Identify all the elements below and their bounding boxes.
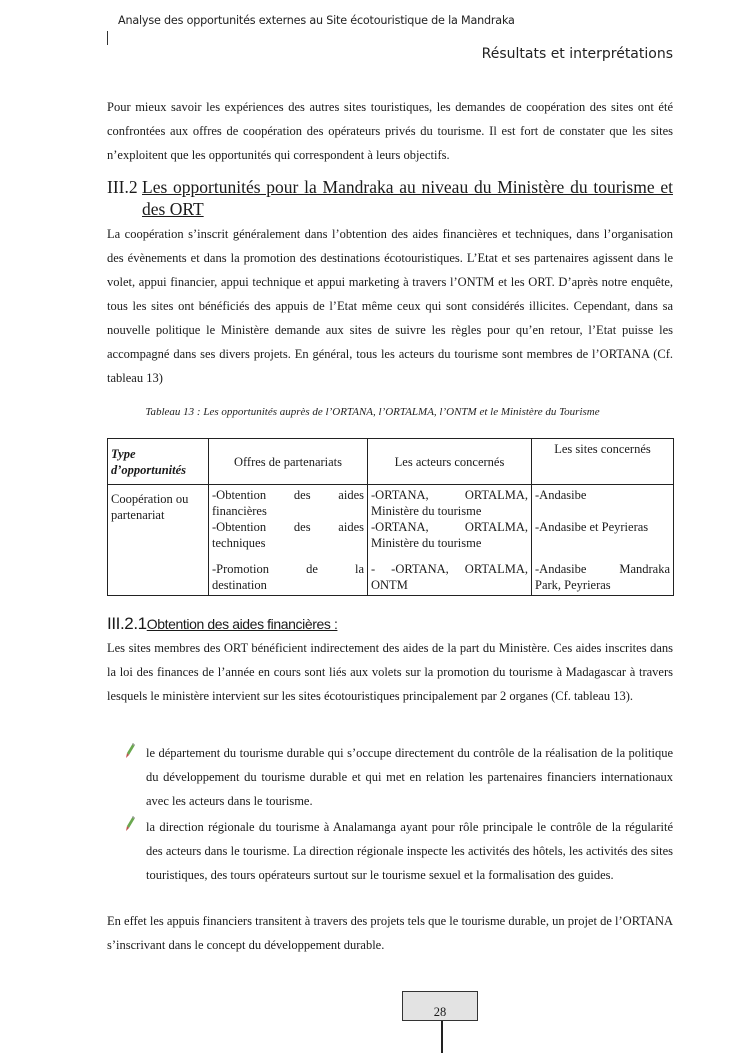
site-3-line-b: Park, Peyrieras [535,578,611,592]
paragraph-3-2-1: Les sites membres des ORT bénéficient indirectement des aides de la part du Ministère. Ces aides inscrites dans la loi des finances de l’année en cours sont liés aux volets sur la promotion du tourisme à Madagascar à travers lesquels le ministère intervient sur les sites écotouristiques principalement par 2 organes (Cf. tableau 13). [107,641,673,703]
section-header: Résultats et interprétations [481,46,673,62]
header-type: Type d’opportunités [108,439,209,485]
offre-2-line-b: techniques [212,536,266,550]
running-header: Analyse des opportunités externes au Site écotouristique de la Mandraka [118,14,515,27]
table-row [108,485,674,596]
acteur-1-line-a: -ORTANA, ORTALMA, [371,488,528,502]
cell-sites [532,485,674,596]
acteur-2-line-b: Ministère du tourisme [371,536,482,550]
table-header-row [108,439,674,485]
paragraph-3-2: La coopération s’inscrit généralement dans l’obtention des aides financières et techniques, dans l’organisation des évènements et dans la promotion des destinations écotouristiques. L’Etat et ses partenaires agissent dans le volet, appui financier, appui technique et appui marketing à travers l’ONTM et les ORT. D’après notre enquête, tous les sites ont bénéficiés des appuis de l’Etat même ceux qui sont considérés illicites. Cependant, dans sa nouvelle politique le Ministère demande aux sites de suivre les règles pour qu’en retour, l’Etat puisse les accompagné dans ses divers projets. En général, tous les acteurs du tourisme sont membres de l’ORTANA (Cf. tableau 13) [107,227,673,385]
offre-1-line-a: -Obtention des aides [212,488,364,502]
site-3-line-a: -Andasibe Mandraka [535,562,670,576]
offre-3-line-a: -Promotion de la [212,562,364,576]
acteur-3-line-b: ONTM [371,578,408,592]
spacer [212,551,364,561]
heading-3-2-number: III.2 [107,177,138,197]
header-acteurs: Les acteurs concernés [368,439,532,485]
cell-type: Coopération ou partenariat [108,485,209,596]
heading-3-2-title: Les opportunités pour la Mandraka au niveau du Ministère du tourisme et des ORT [142,177,673,219]
pencil-bullet-icon [124,815,136,833]
closing-paragraph: En effet les appuis financiers transitent à travers des projets tels que le tourisme durable, un projet de l’ORTANA s’inscrivant dans le concept du développement durable. [107,914,673,952]
spacer [371,551,528,561]
table-caption: Tableau 13 : Les opportunités auprès de l’ORTANA, l’ORTALMA, l’ONTM et le Ministère du Tourisme [145,406,600,418]
heading-3-2-1-number: III.2.1 [107,614,147,633]
intro-paragraph: Pour mieux savoir les expériences des autres sites touristiques, les demandes de coopération des sites ont été confrontées aux offres de coopération des opérateurs privés du tourisme. Il est fort de constater que les sites n’exploitent que les opportunités qui correspondent à leurs objectifs. [107,100,673,162]
bullet-item: la direction régionale du tourisme à Analamanga ayant pour rôle principale le contrôle de la régularité des acteurs dans le tourisme. La direction régionale inspecte les activités des hôtels, les activités des sites touristiques, des tours opérateurs surtout sur le tourisme sexuel et la formalisation des guides. [146,820,673,882]
offre-3-line-b: destination [212,578,267,592]
spacer [535,535,670,561]
page-number-stem [441,1021,443,1053]
header-offres: Offres de partenariats [209,439,368,485]
offre-1-line-b: financières [212,504,267,518]
heading-3-2-1-title: Obtention des aides financières : [146,616,338,632]
header-rule [107,31,108,45]
page-number: 28 [402,991,478,1021]
bullet-item: le département du tourisme durable qui s’occupe directement du contrôle de la réalisation de la politique du développement du tourisme durable et qui met en relation les partenaires financiers internationaux avec les acteurs dans le tourisme. [146,746,673,808]
heading-3-2 [107,176,673,220]
header-sites: Les sites concernés [532,439,674,485]
site-1: -Andasibe [535,488,587,502]
offre-2-line-a: -Obtention des aides [212,520,364,534]
table-13 [107,438,674,596]
spacer [535,503,670,519]
cell-acteurs [368,485,532,596]
acteur-3-line-a: - -ORTANA, ORTALMA, [371,562,528,576]
heading-3-2-1 [107,614,337,634]
site-2: -Andasibe et Peyrieras [535,520,649,534]
pencil-bullet-icon [124,742,136,760]
acteur-1-line-b: Ministère du tourisme [371,504,482,518]
acteur-2-line-a: -ORTANA, ORTALMA, [371,520,528,534]
cell-offres [209,485,368,596]
